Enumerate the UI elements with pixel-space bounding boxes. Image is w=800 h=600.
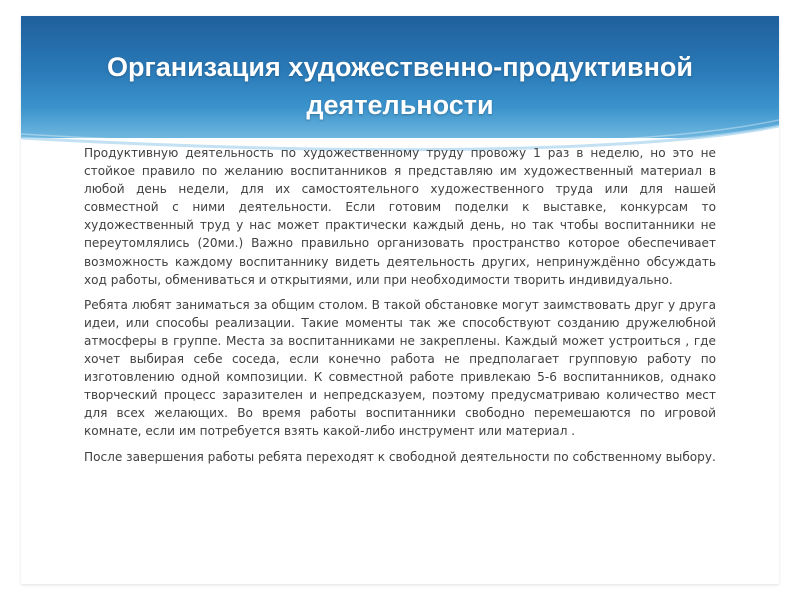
slide-body <box>84 144 716 473</box>
paragraph: Продуктивную деятельность по художественному труду провожу 1 раз в неделю, но это не стойкое правило по желанию воспитанников я представляю им художественный материал в любой день недели, для их самостоятельного художественного труда или для нашей совместной с ними деятельности. Если готовим поделки к выставке, конкурсам то художественный труд у нас может практически каждый день, но так чтобы воспитанники не переутомлялись (20ми.) Важно правильно организовать пространство которое обеспечивает возможность каждому воспитаннику видеть деятельность других, непринуждённо обсуждать ход работы, обмениваться и открытиями, или при необходимости творить индивидуально. <box>84 146 716 287</box>
paragraph: Ребята любят заниматься за общим столом. В такой обстановке могут заимствовать друг у друга идеи, или способы реализации. Такие моменты так же способствуют созданию дружелюбной атмосферы в группе. Места за воспитанниками не закреплены. Каждый может устроиться , где хочет выбирая себе соседа, если конечно работа не предполагает групповую работу по изготовлению одной композиции. К совместной работе привлекаю 5-6 воспитанников, однако творческий процесс заразителен и непредсказуем, поэтому предусматриваю количество мест для всех желающих. Во время работы воспитанники свободно перемешаются по игровой комнате, если им потребуется взять какой-либо инструмент или материал . <box>84 297 716 439</box>
paragraph: После завершения работы ребята переходят к свободной деятельности по собственному выбору. <box>84 449 716 464</box>
presentation-slide <box>21 16 779 584</box>
slide-title: Организация художественно-продуктивной деятельности <box>107 52 693 120</box>
